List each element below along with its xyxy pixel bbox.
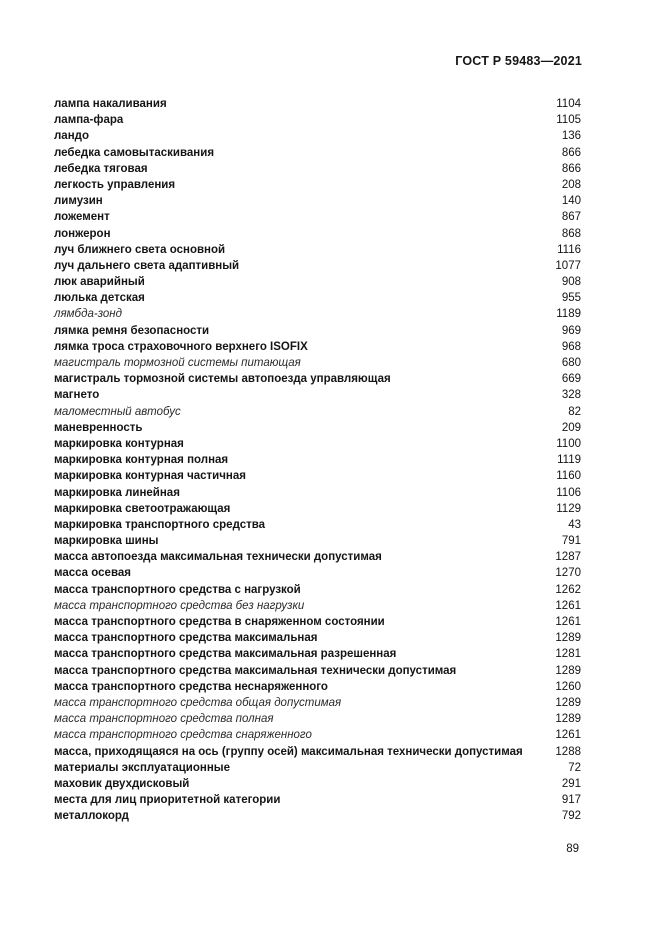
index-term: масса транспортного средства максимальная технически допустимая xyxy=(54,664,457,677)
index-term: магнето xyxy=(54,389,100,402)
index-term: масса транспортного средства снаряженного xyxy=(54,729,312,742)
index-page-ref: 1261 xyxy=(555,599,581,612)
index-page-ref: 208 xyxy=(561,178,581,191)
index-page-ref: 140 xyxy=(561,195,581,208)
index-term: маркировка линейная xyxy=(54,486,180,499)
index-page-ref: 866 xyxy=(561,146,581,159)
index-row xyxy=(54,727,581,743)
index-row xyxy=(54,501,581,517)
index-page-ref: 866 xyxy=(561,162,581,175)
index-term: маркировка контурная xyxy=(54,437,184,450)
index-page-ref: 328 xyxy=(561,389,581,402)
index-row xyxy=(54,792,581,808)
index-term: масса осевая xyxy=(54,567,131,580)
index-row xyxy=(54,646,581,662)
index-row xyxy=(54,339,581,355)
index-row xyxy=(54,760,581,776)
index-term: масса транспортного средства неснаряженного xyxy=(54,680,328,693)
index-row xyxy=(54,517,581,533)
index-row xyxy=(54,371,581,387)
index-row xyxy=(54,533,581,549)
index-term: маневренность xyxy=(54,421,143,434)
index-term: лонжерон xyxy=(54,227,111,240)
index-row xyxy=(54,161,581,177)
index-term: маркировка светоотражающая xyxy=(54,502,231,515)
index-row xyxy=(54,258,581,274)
index-page-ref: 1261 xyxy=(555,616,581,628)
index-page-ref: 1261 xyxy=(555,729,581,742)
index-term: маркировка контурная частичная xyxy=(54,470,246,483)
index-row xyxy=(54,808,581,824)
index-row xyxy=(54,290,581,306)
index-page-ref: 43 xyxy=(568,518,581,531)
alphabetical-index-list xyxy=(54,96,581,824)
index-row xyxy=(54,711,581,727)
index-row xyxy=(54,387,581,403)
index-page-ref: 968 xyxy=(561,340,581,353)
standard-number-header: ГОСТ Р 59483—2021 xyxy=(455,54,582,68)
index-page-ref: 1289 xyxy=(555,696,581,709)
index-row xyxy=(54,209,581,225)
index-row xyxy=(54,226,581,242)
index-term: луч дальнего света адаптивный xyxy=(54,259,240,272)
index-term: масса, приходящаяся на ось (группу осей) максимальная технически допустимая xyxy=(54,745,523,758)
index-row xyxy=(54,242,581,258)
index-term: масса транспортного средства в снаряженном состоянии xyxy=(54,616,385,628)
index-page-ref: 291 xyxy=(561,777,581,790)
index-page-ref: 1262 xyxy=(555,583,581,596)
index-row xyxy=(54,452,581,468)
index-row xyxy=(54,614,581,630)
index-term: лебедка тяговая xyxy=(54,162,148,175)
index-page-ref: 1289 xyxy=(555,632,581,645)
index-row xyxy=(54,355,581,371)
index-row xyxy=(54,744,581,760)
index-page-ref: 868 xyxy=(561,227,581,240)
index-page-ref: 1119 xyxy=(557,454,581,467)
index-term: маховик двухдисковый xyxy=(54,777,190,790)
index-term: маркировка транспортного средства xyxy=(54,518,266,531)
index-term: лебедка самовытаскивания xyxy=(54,146,215,159)
index-row xyxy=(54,598,581,614)
index-term: маркировка шины xyxy=(54,535,159,548)
index-row xyxy=(54,549,581,565)
index-page-ref: 1281 xyxy=(555,648,581,661)
index-row xyxy=(54,630,581,646)
index-term: масса транспортного средства общая допустимая xyxy=(54,696,342,709)
index-term: лямбда-зонд xyxy=(54,308,122,321)
index-row xyxy=(54,485,581,501)
index-page-ref: 1104 xyxy=(556,98,581,110)
index-page-ref: 1106 xyxy=(556,486,581,499)
index-term: магистраль тормозной системы автопоезда управляющая xyxy=(54,373,391,386)
index-page-ref: 791 xyxy=(561,535,581,548)
index-page-ref: 136 xyxy=(561,130,581,143)
index-term: магистраль тормозной системы питающая xyxy=(54,357,301,369)
index-page-ref: 1116 xyxy=(557,243,581,256)
index-row xyxy=(54,695,581,711)
index-page-ref: 1287 xyxy=(555,551,581,564)
index-term: масса транспортного средства без нагрузки xyxy=(54,599,305,612)
index-page-ref: 1270 xyxy=(555,567,581,580)
index-term: люлька детская xyxy=(54,292,145,305)
index-term: материалы эксплуатационные xyxy=(54,761,230,774)
index-page-ref: 955 xyxy=(561,292,581,305)
index-row xyxy=(54,128,581,144)
index-page-ref: 867 xyxy=(561,211,581,224)
index-term: ложемент xyxy=(54,211,110,224)
index-page-ref: 1189 xyxy=(556,308,581,321)
index-row xyxy=(54,177,581,193)
index-row xyxy=(54,145,581,161)
index-page-ref: 1077 xyxy=(555,259,581,272)
index-term: легкость управления xyxy=(54,178,176,191)
index-term: масса транспортного средства максимальная xyxy=(54,632,318,645)
index-page-ref: 1100 xyxy=(556,437,581,450)
index-page-ref: 209 xyxy=(561,421,581,434)
index-row xyxy=(54,193,581,209)
index-row xyxy=(54,323,581,339)
index-row xyxy=(54,436,581,452)
index-row xyxy=(54,404,581,420)
index-term: лямка ремня безопасности xyxy=(54,324,210,337)
index-row xyxy=(54,776,581,792)
index-page-ref: 82 xyxy=(568,405,581,418)
index-page-ref: 1288 xyxy=(555,745,581,758)
index-page-ref: 669 xyxy=(561,373,581,386)
index-page-ref: 1289 xyxy=(555,664,581,677)
page-number: 89 xyxy=(566,843,579,855)
index-page-ref: 680 xyxy=(561,357,581,369)
index-term: лампа накаливания xyxy=(54,98,167,110)
index-row xyxy=(54,679,581,695)
index-term: лампа-фара xyxy=(54,114,124,127)
index-page-ref: 1129 xyxy=(556,502,581,515)
index-row xyxy=(54,663,581,679)
index-term: лимузин xyxy=(54,195,103,208)
index-term: масса транспортного средства с нагрузкой xyxy=(54,583,301,596)
index-page-ref: 1289 xyxy=(555,713,581,726)
index-page-ref: 792 xyxy=(561,810,581,823)
index-page-ref: 72 xyxy=(568,761,581,774)
index-row xyxy=(54,96,581,112)
index-page-ref: 1160 xyxy=(556,470,581,483)
index-term: масса автопоезда максимальная технически допустимая xyxy=(54,551,382,564)
index-row xyxy=(54,582,581,598)
index-row xyxy=(54,420,581,436)
index-term: лямка троса страховочного верхнего ISOFIX xyxy=(54,340,308,353)
index-row xyxy=(54,112,581,128)
index-term: масса транспортного средства полная xyxy=(54,713,274,726)
index-row xyxy=(54,468,581,484)
index-term: маркировка контурная полная xyxy=(54,454,229,467)
index-term: ландо xyxy=(54,130,89,143)
index-term: маломестный автобус xyxy=(54,405,181,418)
index-page-ref: 1105 xyxy=(556,114,581,127)
index-row xyxy=(54,565,581,581)
index-row xyxy=(54,274,581,290)
index-page-ref: 969 xyxy=(561,324,581,337)
index-term: металлокорд xyxy=(54,810,129,823)
index-page-ref: 908 xyxy=(561,276,581,289)
index-page-ref: 1260 xyxy=(555,680,581,693)
index-term: масса транспортного средства максимальная разрешенная xyxy=(54,648,397,661)
index-term: места для лиц приоритетной категории xyxy=(54,794,281,807)
index-page-ref: 917 xyxy=(561,794,581,807)
index-term: луч ближнего света основной xyxy=(54,243,226,256)
index-row xyxy=(54,306,581,322)
index-term: люк аварийный xyxy=(54,276,145,289)
